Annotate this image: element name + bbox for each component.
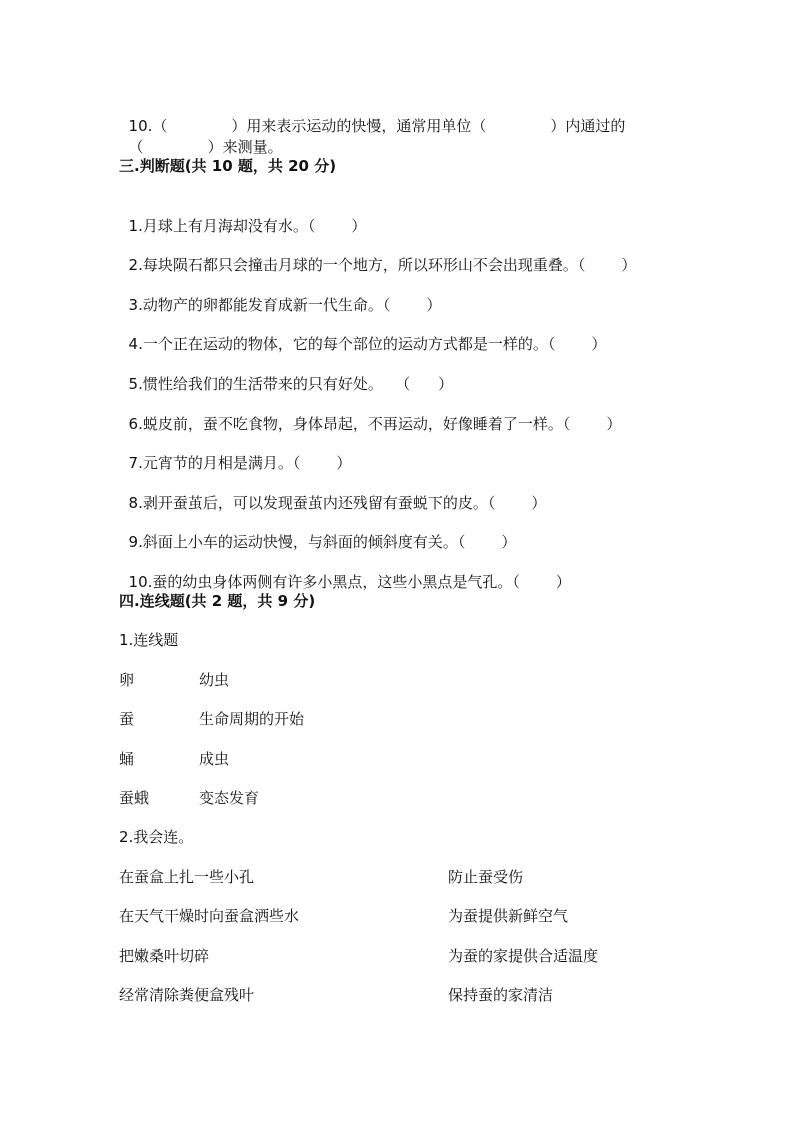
match-right-item[interactable]: 生命周期的开始: [199, 710, 305, 728]
judgment-close: ）: [336, 454, 352, 472]
section-4-heading: 四.连线题(共 2 题，共 9 分): [119, 592, 316, 610]
q10-line2-end: ）来测量。: [207, 138, 283, 156]
matching-question-2-title: 2.我会连。: [119, 828, 194, 846]
judgment-text: 2.每块陨石都只会撞击月球的一个地方，所以环形山不会出现重叠。（: [128, 256, 586, 274]
q10-part3: ）内通过的: [550, 117, 626, 135]
judgment-text: 9.斜面上小车的运动快慢，与斜面的倾斜度有关。（: [128, 533, 466, 551]
q10-line2-start: （: [128, 138, 144, 156]
judgment-text: 7.元宵节的月相是满月。（: [128, 454, 301, 472]
judgment-text: 10.蚕的幼虫身体两侧有许多小黑点，这些小黑点是气孔。（: [128, 573, 520, 591]
match-left-item[interactable]: 卵: [119, 671, 135, 689]
match-left-item[interactable]: 把嫩桑叶切碎: [119, 947, 210, 965]
judgment-close: ）: [351, 217, 367, 235]
judgment-text: 8.剥开蚕茧后，可以发现蚕茧内还残留有蚕蜕下的皮。（: [128, 494, 496, 512]
match-left-item[interactable]: 在蚕盒上扎一些小孔: [119, 868, 255, 886]
judgment-item: [119, 196, 366, 236]
match-left-item[interactable]: 蛹: [119, 750, 135, 768]
match-left-item[interactable]: 经常清除粪便盒残叶: [119, 986, 255, 1004]
match-right-item[interactable]: 为蚕的家提供合适温度: [448, 947, 599, 965]
judgment-item: [119, 354, 453, 394]
judgment-close: ）: [555, 573, 571, 591]
judgment-item: [119, 552, 571, 592]
q10-part2: ）用来表示运动的快慢，通常用单位（: [231, 117, 487, 135]
judgment-item: [119, 433, 351, 473]
judgment-item: [119, 235, 636, 275]
match-right-item[interactable]: 变态发育: [199, 789, 260, 807]
judgment-item: [119, 473, 546, 513]
fill-question-10-line2: [119, 117, 283, 157]
match-left-item[interactable]: 在天气干燥时向蚕盒洒些水: [119, 907, 300, 925]
match-right-item[interactable]: 保持蚕的家清洁: [448, 986, 554, 1004]
match-right-item[interactable]: 幼虫: [199, 671, 230, 689]
judgment-item: [119, 512, 516, 552]
judgment-text: 4.一个正在运动的物体，它的每个部位的运动方式都是一样的。（: [128, 335, 556, 353]
judgment-close: ）: [606, 415, 622, 433]
judgment-text: 3.动物产的卵都能发育成新一代生命。（: [128, 296, 391, 314]
match-left-item[interactable]: 蚕蛾: [119, 789, 150, 807]
matching-question-1-title: 1.连线题: [119, 631, 179, 649]
match-right-item[interactable]: 防止蚕受伤: [448, 868, 524, 886]
judgment-item: [119, 275, 441, 315]
match-left-item[interactable]: 蚕: [119, 710, 135, 728]
judgment-item: [119, 314, 606, 354]
judgment-text: 5.惯性给我们的生活带来的只有好处。 （: [128, 375, 411, 393]
judgment-close: ）: [531, 494, 547, 512]
judgment-close: ）: [591, 335, 607, 353]
judgment-text: 1.月球上有月海却没有水。（: [128, 217, 316, 235]
judgment-close: ）: [621, 256, 637, 274]
judgment-close: ）: [426, 296, 442, 314]
section-3-heading: 三.判断题(共 10 题，共 20 分): [119, 157, 337, 175]
judgment-text: 6.蜕皮前，蚕不吃食物，身体昂起，不再运动，好像睡着了一样。（: [128, 415, 571, 433]
judgment-close: ）: [501, 533, 517, 551]
judgment-close: ）: [438, 375, 454, 393]
match-right-item[interactable]: 为蚕提供新鲜空气: [448, 907, 569, 925]
q10-prefix: 10.（: [128, 117, 168, 135]
match-right-item[interactable]: 成虫: [199, 750, 230, 768]
judgment-item: [119, 394, 621, 434]
